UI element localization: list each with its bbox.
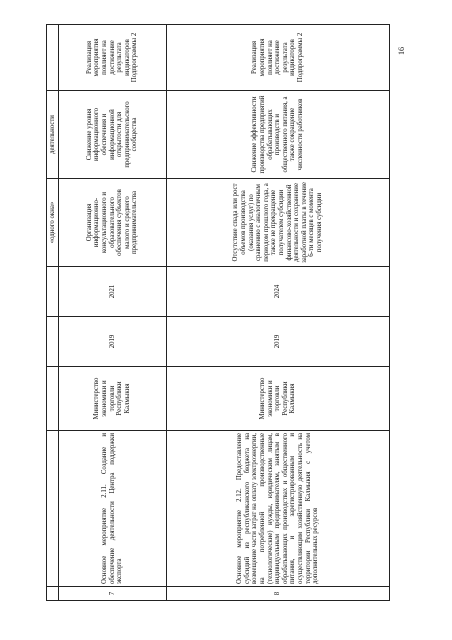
non-implementation-consequence: Снижение эффективности производства предприятий обрабатывающих производств и общественного питания, а также сокращение численности работников	[167, 91, 390, 179]
table-row	[167, 25, 390, 601]
cont-num-cell	[47, 587, 59, 601]
continuation-row	[47, 25, 59, 601]
rotated-page	[46, 25, 390, 601]
program-events-table	[46, 24, 390, 601]
non-implementation-consequence: Снижение уровня информационного обеспечения и информационной открытости для предпринимательского сообщества	[58, 91, 166, 179]
event-name: Основное мероприятие 2.12. Предоставление субсидий из республиканского бюджета на возмещение части затрат на оплату электроэнергии, на потребленной производственные (технологические) нужды, юридическим лицам, индивидуальным предпринимателям, занятым в обрабатывающих производствах и общественного питания, и зарегистрированным и осуществляющим хозяйственную деятельность на территории Республики Калмыкия с учетом дополнительных ресурсов	[167, 431, 390, 587]
cont-executor-cell	[47, 367, 59, 431]
expected-result: Отсутствие спада или рост объемов производства (оказания услуг) по сравнению с аналогичным периодом прошлого года, а также не прекращение получателем субсидии финансово-хозяйственной деятельности и сохранение заработной платы в течение 6-ти месяцев с момента получения субсидии	[167, 179, 390, 267]
start-year: 2019	[167, 317, 390, 367]
event-name: Основное мероприятие 2.11. Создание и обеспечение деятельности Центра поддержки экспорта	[58, 431, 166, 587]
expected-result: Организация информационно-консультационного и образовательного обеспечения субъектов малого и среднего предпринимательства	[58, 179, 166, 267]
end-year: 2021	[58, 267, 166, 317]
table-row	[58, 25, 166, 601]
end-year: 2024	[167, 267, 390, 317]
row-number: 7	[58, 587, 166, 601]
cont-result-cell: «одного окна»	[47, 179, 59, 267]
indicator-link: Реализация мероприятия повлияет на достижение результата индикаторов Подпрограммы 2	[167, 25, 390, 91]
page-number: 16	[397, 47, 406, 55]
cont-start-cell	[47, 317, 59, 367]
row-number: 8	[167, 587, 390, 601]
cont-risk-cell: деятельности	[47, 91, 59, 179]
cont-end-cell	[47, 267, 59, 317]
executor: Министерство экономики и торговли Республики Калмыкия	[167, 367, 390, 431]
cont-link-cell	[47, 25, 59, 91]
executor: Министерство экономики и торговли Республики Калмыкия	[58, 367, 166, 431]
indicator-link: Реализация мероприятия повлияет на достижение результата индикаторов Подпрограммы 2	[58, 25, 166, 91]
cont-event-cell	[47, 431, 59, 587]
start-year: 2019	[58, 317, 166, 367]
